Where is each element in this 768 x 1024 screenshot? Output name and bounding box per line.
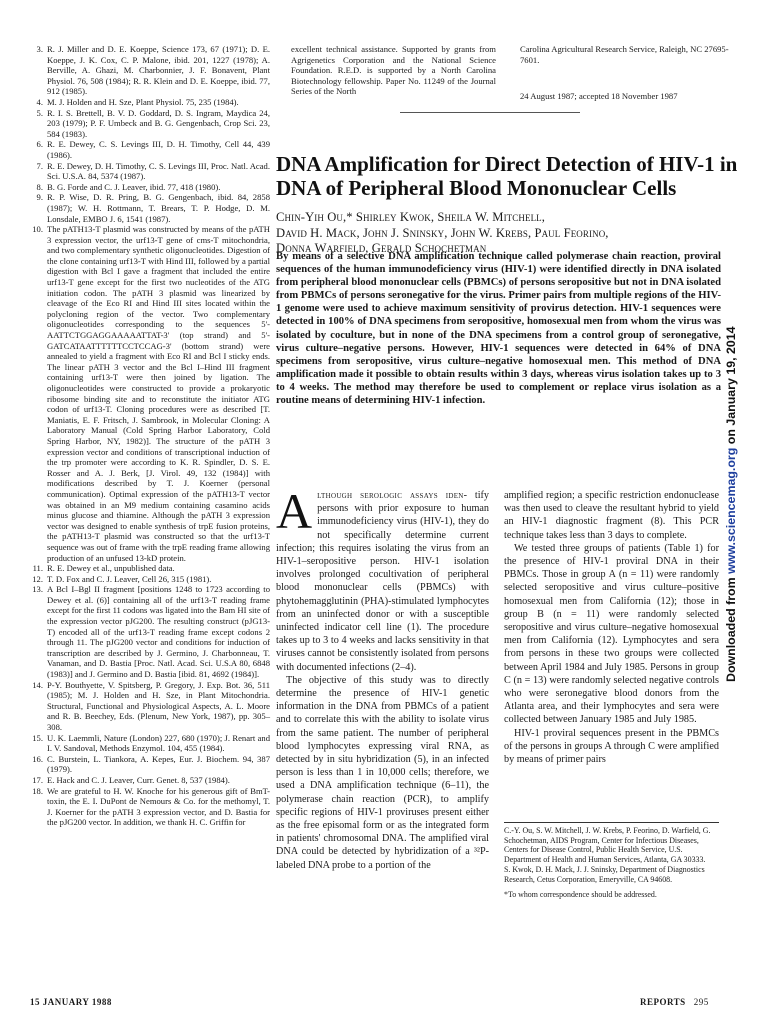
reference-text: E. Hack and C. J. Leaver, Curr. Genet. 8, 537 (1984). (47, 774, 230, 785)
body-paragraph (276, 483, 490, 674)
page-number: 295 (693, 997, 709, 1007)
section-label: REPORTS (640, 997, 686, 1007)
reference-item (30, 786, 270, 828)
author-line: Donna Warfield, Gerald Schochetman (276, 241, 487, 256)
reference-item (30, 108, 270, 140)
reference-text: The pATH13-T plasmid was constructed by means of the pATH 3 expression vector, the urf13-T gene of cms-T mitochondria, and two complementary synthetic oligonucleotides. Digestion of the clone containing urf13-T with Hind III, followed by a partial digestion with Bcl I gave a fragment that included the entire urf13-T gene except for the first two nucleotides of the ATG initiation codon. The pATH 3 plasmid was linearized by cleavage of the Eco RI and Hind III sites located within the polycloning region of the vector. Two complementary oligonucleotides corresponding to the sequences 5'-AATTCTGGAGGAAAAATTAT-3' (top strand) and 5'-GATCATAATTTTTTCCTCCAG-3' (bottom strand) were annealed to yield a fragment with Eco RI and Bcl I sticky ends. The linear pATH 3 vector and the Bcl I–Hind III fragment containing urf13-T were then joined by ligation. The oligonucleotides were constructed to provide a prokaryotic ribosome binding site and to reconstitute the initiator ATG codon of urf13-T. Cloning procedures were as described [T. Maniatis, E. F. Fritsch, J. Sambrook, in Molecular Cloning: A Laboratory Manual (Cold Spring Harbor Laboratory, Cold Spring Harbor, NY, 1982)]. The structure of the pATH 3 expression vector and conditions of transcriptional induction of the trp promoter were according to K. R. Spindler, D. S. E. Rosser and A. J. Berk, [J. Virol. 49, 132 (1984)] with modifications described by T. J. Koerner (personal communication). Optimal expression of the pATH13-T vector was obtained in an M9 medium containing casamino acids minus glucose and thiamine. Although the pATH 3 expression vector was designed to enable synthesis of trpE fusion proteins, the pATH13-T plasmid was constructed so that the urf13-T sequence was out of frame with the trpE reading frame allowing production of an unfused 13-kD protein. (47, 224, 270, 563)
reference-number: 8. (36, 181, 43, 192)
reference-text: R. I. S. Brettell, B. V. D. Goddard, D. S. Ingram, Maydica 24, 203 (1979); P. F. Umbeck and B. G. Gengenbach, Crop Sci. 23, 584 (1983). (47, 107, 270, 139)
acknowledgment-continuation: excellent technical assistance. Supported by grants from Agrigenetics Corporation and the National Science Foundation. R.E.D. is supported by a North Carolina Biotechnology fellowship. Paper No. 11249 of the Journal Series of the North (291, 44, 496, 97)
reference-number: 9. (36, 192, 43, 203)
body-paragraph: HIV-1 proviral sequences present in the PBMCs of the persons in groups A through C were amplified by means of primer pairs (504, 727, 719, 766)
correspondence-note: *To whom correspondence should be addressed. (504, 890, 657, 900)
reference-text: We are grateful to H. W. Knoche for his generous gift of BmT-toxin, the E. I. DuPont de Nemours & Co. for the methomyl, T. J. Koerner for the pATH 3 expression vector, and D. Bastia for the pJG200 vector. In addition, we thank H. C. Griffin for (47, 785, 270, 828)
drop-cap: A (276, 483, 313, 539)
author-line: David H. Mack, John J. Sninsky, John W. Krebs, Paul Feorino, (276, 225, 609, 240)
reference-text: R. J. Miller and D. E. Koeppe, Science 173, 67 (1971); D. E. Koeppe, J. K. Cox, C. P. Malone, ibid. 201, 1227 (1978); A. Berville, A. Ghazi, M. Charbonnier, J. F. Bonavent, Plant Physiol. 76, 508 (1984); R. R. Klein and D. E. Koeppe, ibid. 77, 912 (1985). (47, 44, 270, 97)
reference-text: C. Burstein, L. Tiankora, A. Kepes, Eur. J. Biochem. 94, 387 (1979). (47, 753, 270, 775)
reference-item (30, 192, 270, 224)
reference-text: R. E. Dewey, D. H. Timothy, C. S. Levings III, Proc. Natl. Acad. Sci. U.S.A. 84, 5374 (1987). (47, 160, 270, 182)
author-line: Chin-Yih Ou,* Shirley Kwok, Sheila W. Mitchell, (276, 210, 546, 224)
reference-number: 17. (32, 774, 43, 785)
paragraph-text: tify persons with prior exposure to human immunodeficiency virus (HIV-1), they do not specifically determine current infection; this requires isolating the virus from an HIV-1–seropositive person. HIV-1 isolation involves prolonged cocultivation of peripheral blood mononuclear cells (PBMCs) with phytohemagglutinin (PHA)-stimulated lymphocytes from an uninfected donor or with a susceptible uninfected indicator cell line (1). The procedure takes up to 3 to 4 weeks and lacks sensitivity in that viruses cannot be consistently isolated from persons with documented infections (2–4). (276, 490, 490, 673)
reference-number: 15. (32, 732, 43, 743)
reference-item (30, 182, 270, 193)
page-footer (640, 997, 709, 1007)
reference-number: 13. (32, 584, 43, 595)
section-divider (400, 112, 580, 113)
body-paragraph: amplified region; a specific restriction endonuclease was then used to cleave the resultant hybrid to yield an HIV-1 diagnostic fragment (8). This PCR technique takes less than 3 days to complete. (504, 490, 719, 541)
reference-item (30, 97, 270, 108)
body-paragraph: The objective of this study was to directly determine the presence of HIV-1 genetic information in the DNA from PBMCs of a patient and to correlate this with the ability to isolate virus from the same patient. The number of peripheral blood lymphocytes expressing viral RNA, as detected by in situ hybridization (5), in an infected person is less than 1 in 10,000 cells; therefore, we used a DNA amplification technique (6–11), the polymerase chain reaction (PCR), to amplify specific regions of HIV-1 proviruses present either as the free episomal form or as the integrated form in patients' chromosomal DNA. The amplified viral DNA could be detected by hybridization of a ³²P-labeled DNA probe to a portion of the (276, 674, 489, 871)
reference-number: 4. (36, 96, 43, 107)
reference-number: 7. (36, 160, 43, 171)
reference-item (30, 139, 270, 160)
article-title: DNA Amplification for Direct Detection of HIV-1 in DNA of Peripheral Blood Mononuclear Cells (276, 152, 738, 200)
reference-item (30, 680, 270, 733)
reference-text: P-Y. Bouthyette, V. Spitsberg, P. Gregory, J. Exp. Bot. 36, 511 (1985); M. J. Holden and H. Sze, in Plant Mitochondria. Structural, Functional and Physiological Aspects, A. L. Moore and R. B. Beechey, Eds. (Plenum, New York, 1987), pp. 305–308. (47, 679, 270, 732)
body-column-2 (504, 489, 719, 766)
affiliation-note: C.-Y. Ou, S. W. Mitchell, J. W. Krebs, P. Feorino, D. Warfield, G. Schochetman, AIDS Program, Center for Infectious Diseases, Centers for Disease Control, Public Health Service, U.S. Department of Health and Human Services, Atlanta, GA 30333. (504, 826, 711, 865)
reference-text: R. E. Dewey et al., unpublished data. (47, 563, 175, 574)
footnote-rule (504, 822, 719, 823)
abstract: By means of a selective DNA amplification technique called polymerase chain reaction, proviral sequences of the human immunodeficiency virus (HIV-1) were identified directly in DNA isolated from peripheral blood mononuclear cells (PBMCs) of persons seropositive but not in DNA isolated from PBMCs of persons seronegative for the virus. Primer pairs from multiple regions of the HIV-1 genome were used to achieve maximum sensitivity of provirus detection. HIV-1 sequences were detected in 100% of DNA specimens from seropositive, homosexual men from whom the virus was isolated by coculture, but in none of the DNA specimens from a control group of seronegative, virus culture–negative persons. However, HIV-1 sequences were detected in 64% of DNA specimens from seropositive, virus culture–negative homosexual men. This method of DNA amplification made it possible to obtain results within 3 days, whereas virus isolation takes up to 3 to 4 weeks. The method may therefore be used to complement or replace virus isolation as a routine means of determining HIV-1 infection. (276, 251, 721, 407)
download-date: on January 19, 2014 (724, 326, 738, 448)
reference-number: 10. (32, 224, 43, 235)
reference-text: T. D. Fox and C. J. Leaver, Cell 26, 315 (1981). (47, 573, 212, 584)
reference-item (30, 563, 270, 574)
reference-number: 3. (36, 44, 43, 54)
download-prefix: Downloaded from (724, 573, 738, 682)
reference-text: R. E. Dewey, C. S. Levings III, D. H. Timothy, Cell 44, 439 (1986). (47, 139, 270, 160)
affiliation-continuation: Carolina Agricultural Research Service, Raleigh, NC 27695-7601. (520, 44, 729, 65)
author-affiliations (504, 826, 719, 900)
reference-list (30, 44, 270, 828)
reference-text: U. K. Laemmli, Nature (London) 227, 680 (1970); J. Renart and I. V. Sandoval, Methods Enzymol. 104, 455 (1984). (47, 732, 270, 754)
affiliation-note: S. Kwok, D. H. Mack, J. J. Sninsky, Department of Diagnostics Research, Cetus Corporation, Emeryville, CA 94608. (504, 864, 705, 884)
reference-item (30, 733, 270, 754)
reference-text: B. G. Forde and C. J. Leaver, ibid. 77, 418 (1980). (47, 181, 221, 192)
reference-number: 5. (36, 107, 43, 118)
reference-item (30, 754, 270, 775)
reference-item (30, 224, 270, 563)
reference-item (30, 584, 270, 679)
reference-number: 6. (36, 139, 43, 150)
reference-number: 14. (32, 679, 43, 690)
reference-text: M. J. Holden and H. Sze, Plant Physiol. 75, 235 (1984). (47, 96, 239, 107)
body-column-1 (276, 483, 490, 872)
reference-text: A Bcl I–Bgl II fragment [positions 1248 to 1723 according to Dewey et al. (6)] containing all of the urf13-T reading frame except for the first 11 codons was ligated into the Bam HI site of the expression vector pJG200. The resulting construct (pJG13-T) encoded all of the urf13-T reading frame except codons 2 through 11. The pJG200 vector and conditions for induction of transcription are described by J. Germino, J. Charbonneau, T. Vanaman, and D. Bastia [Proc. Natl. Acad. Sci. U.S.A 80, 6848 (1983)] and J. Germino and D. Bastia [ibid. 81, 4692 (1984)]. (47, 584, 270, 680)
reference-number: 12. (32, 573, 43, 584)
reference-item (30, 574, 270, 585)
reference-number: 16. (32, 753, 43, 764)
source-link[interactable]: www.sciencemag.org (724, 447, 738, 574)
issue-date: 15 JANUARY 1988 (30, 997, 112, 1007)
reference-number: 11. (32, 563, 43, 574)
reference-text: R. P. Wise, D. R. Pring, B. G. Gengenbach, ibid. 84, 2858 (1987); W. H. Rottmann, T. Brears, T. P. Hodge, D. M. Lonsdale, EMBO J. 6, 1541 (1987). (47, 192, 270, 224)
reference-number: 18. (32, 785, 43, 796)
reference-item (30, 161, 270, 182)
download-notice (724, 162, 744, 682)
reference-item (30, 775, 270, 786)
reference-item (30, 44, 270, 97)
received-accepted-dates: 24 August 1987; accepted 18 November 1987 (520, 91, 678, 101)
body-paragraph: We tested three groups of patients (Table 1) for the presence of HIV-1 proviral DNA in their PBMCs. Those in group A (n = 11) were randomly selected seropositive and virus culture–positive homosexual men from California (12); those in group B (n = 11) were randomly selected seropositive and virus culture–negative homosexual men from California (12). Lymphocytes and sera from persons in these two groups were collected between April 1984 and July 1985. Persons in group C (n = 13) were randomly selected negative controls who were seronegative blood donors from the Atlanta area, and their lymphocytes and sera were collected between January 1985 and July 1985. (504, 542, 719, 726)
lead-in-caps: lthough serologic assays iden- (317, 490, 468, 501)
